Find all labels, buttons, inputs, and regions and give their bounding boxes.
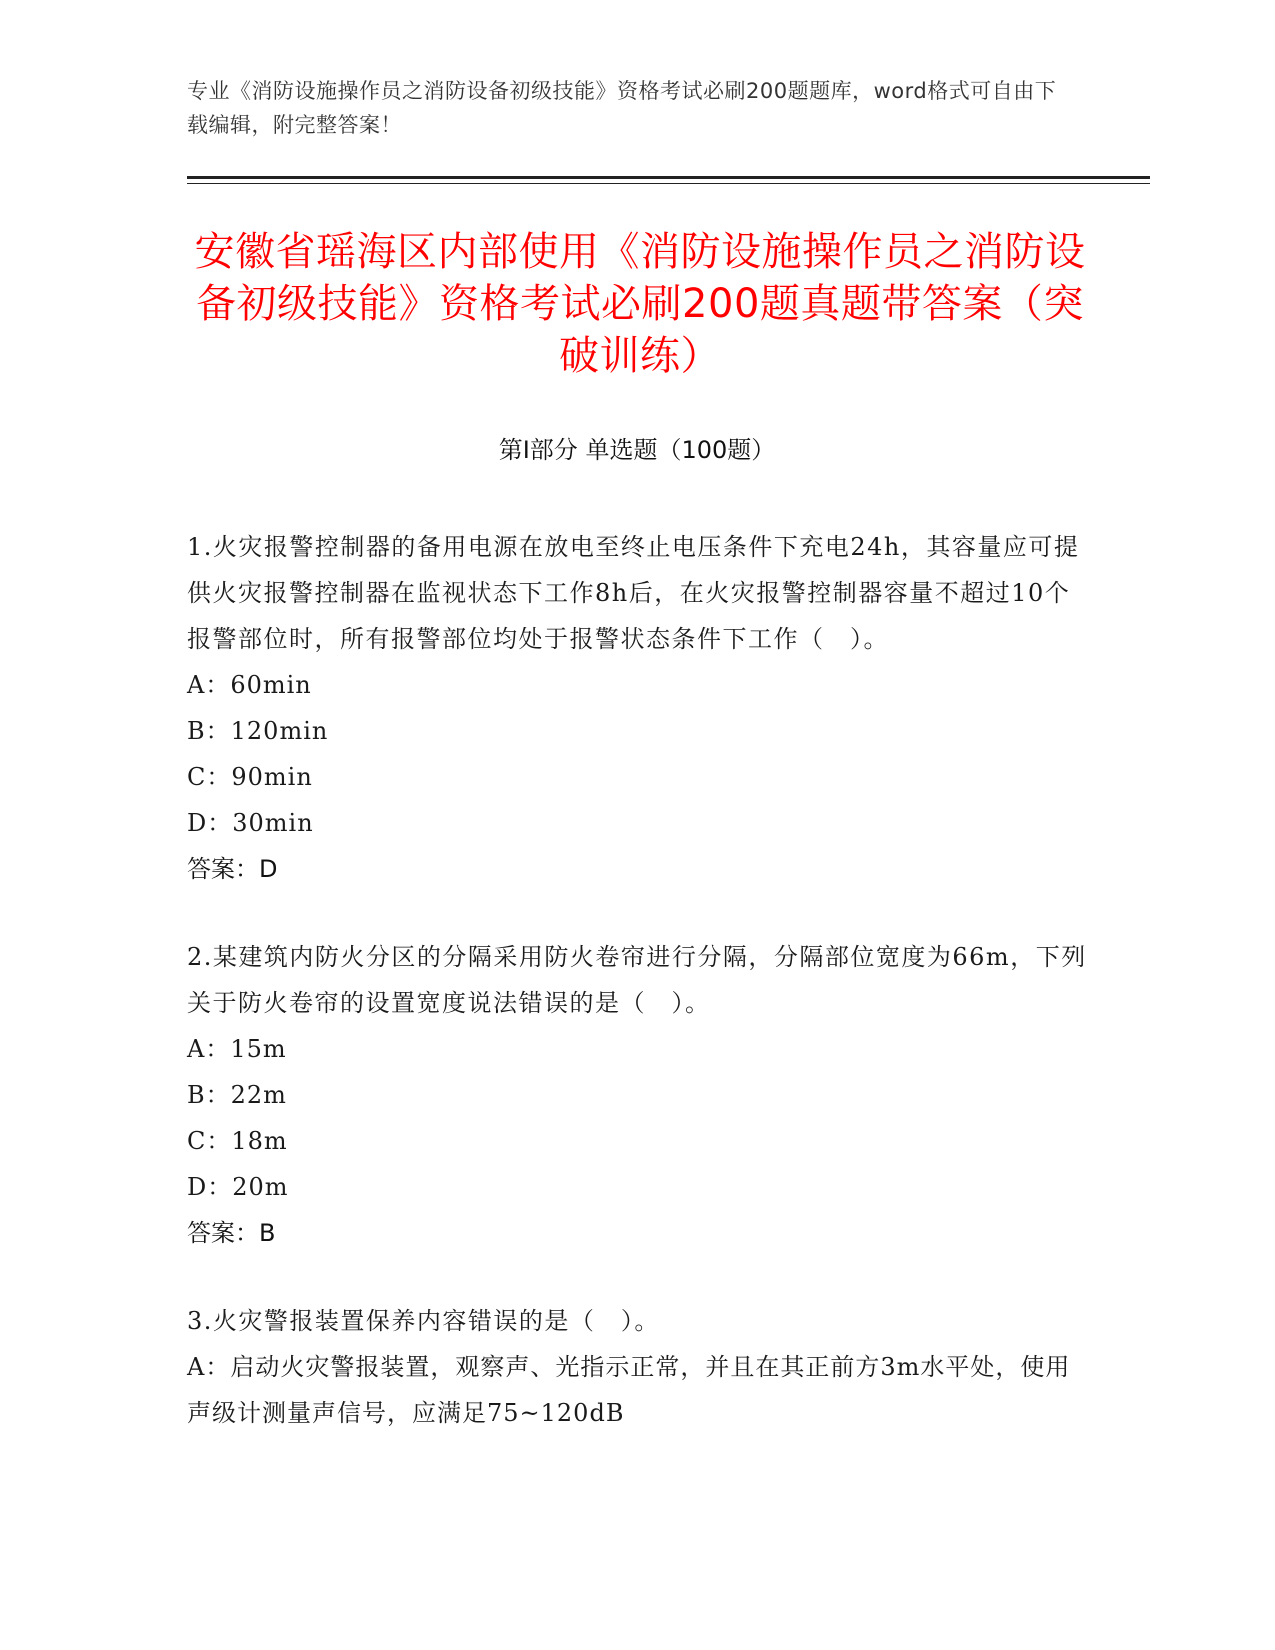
header-note: 专业《消防设施操作员之消防设备初级技能》资格考试必刷200题题库，word格式可自由下载编辑，附完整答案！ [187,79,1057,137]
option-c: C：90min [187,763,313,791]
option-b: B：120min [187,717,329,745]
option-c: C：18m [187,1127,288,1155]
question-3 [187,1298,1087,1436]
question-stem: 2.某建筑内防火分区的分隔采用防火卷帘进行分隔，分隔部位宽度为66m，下列关于防火卷帘的设置宽度说法错误的是（ ）。 [187,943,1087,1017]
answer-text: 答案：B [187,1219,276,1247]
document-title: 安徽省瑶海区内部使用《消防设施操作员之消防设备初级技能》资格考试必刷200题真题带答案（突破训练） [194,229,1086,379]
option-a: A：15m [187,1035,287,1063]
header-divider-thick [187,176,1150,179]
option-d: D：20m [187,1173,289,1201]
section-title: 第I部分 单选题（100题） [498,436,776,464]
option-d: D：30min [187,809,314,837]
question-stem: 3.火灾警报装置保养内容错误的是（ ）。 [187,1307,660,1335]
question-1 [187,524,1087,892]
question-list [187,524,1087,1478]
option-b: B：22m [187,1081,287,1109]
option-a: A：60min [187,671,312,699]
question-2 [187,934,1087,1256]
answer-text: 答案：D [187,855,278,883]
header-divider-thin [187,183,1150,184]
option-a: A：启动火灾警报装置，观察声、光指示正常，并且在其正前方3m水平处，使用声级计测量声信号，应满足75~120dB [187,1353,1071,1427]
question-stem: 1.火灾报警控制器的备用电源在放电至终止电压条件下充电24h，其容量应可提供火灾报警控制器在监视状态下工作8h后，在火灾报警控制器容量不超过10个报警部位时，所有报警部位均处于报警状态条件下工作（ ）。 [187,533,1080,653]
